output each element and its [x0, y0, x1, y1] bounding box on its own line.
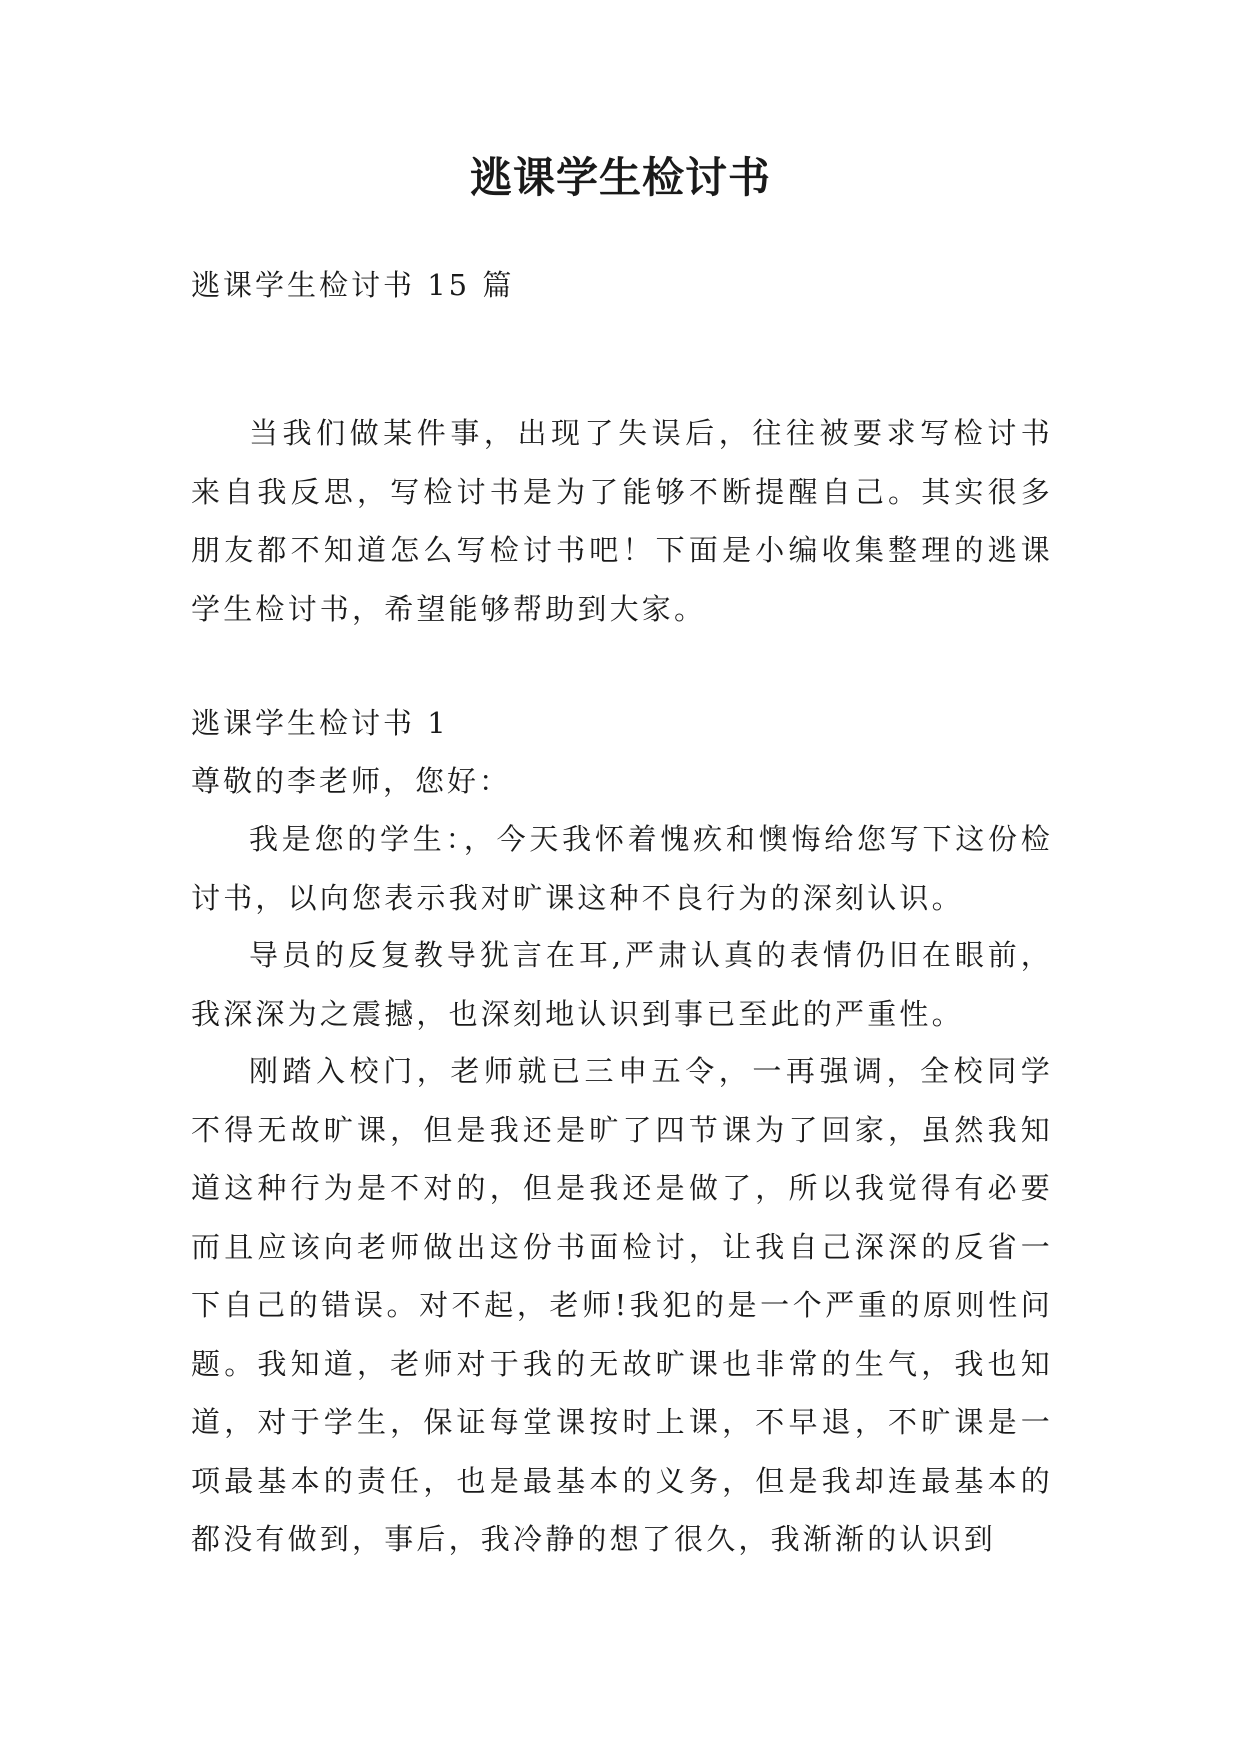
- body-paragraph: 我是您的学生：，今天我怀着愧疚和懊悔给您写下这份检讨书，以向您表示我对旷课这种不良行为的深刻认识。: [191, 822, 1053, 915]
- intro-paragraph: 当我们做某件事，出现了失误后，往往被要求写检讨书来自我反思，写检讨书是为了能够不断提醒自己。其实很多朋友都不知道怎么写检讨书吧！下面是小编收集整理的逃课学生检讨书，希望能够帮助到大家。: [191, 416, 1053, 626]
- body-paragraph: 导员的反复教导犹言在耳,严肃认真的表情仍旧在眼前，我深深为之震撼，也深刻地认识到事已至此的严重性。: [191, 938, 1053, 1031]
- document-subtitle: 逃课学生检讨书 15 篇: [191, 268, 515, 302]
- salutation: 尊敬的李老师，您好：: [191, 764, 512, 798]
- section-heading: 逃课学生检讨书 1: [191, 706, 449, 740]
- document-title: 逃课学生检讨书: [469, 153, 771, 202]
- body-paragraph: 刚踏入校门，老师就已三申五令，一再强调，全校同学不得无故旷课，但是我还是旷了四节课为了回家，虽然我知道这种行为是不对的，但是我还是做了，所以我觉得有必要而且应该向老师做出这份书面检讨，让我自己深深的反省一下自己的错误。对不起，老师!我犯的是一个严重的原则性问题。我知道，老师对于我的无故旷课也非常的生气，我也知道，对于学生，保证每堂课按时上课，不早退，不旷课是一项最基本的责任，也是最基本的义务，但是我却连最基本的都没有做到，事后，我冷静的想了很久，我渐渐的认识到: [191, 1054, 1053, 1556]
